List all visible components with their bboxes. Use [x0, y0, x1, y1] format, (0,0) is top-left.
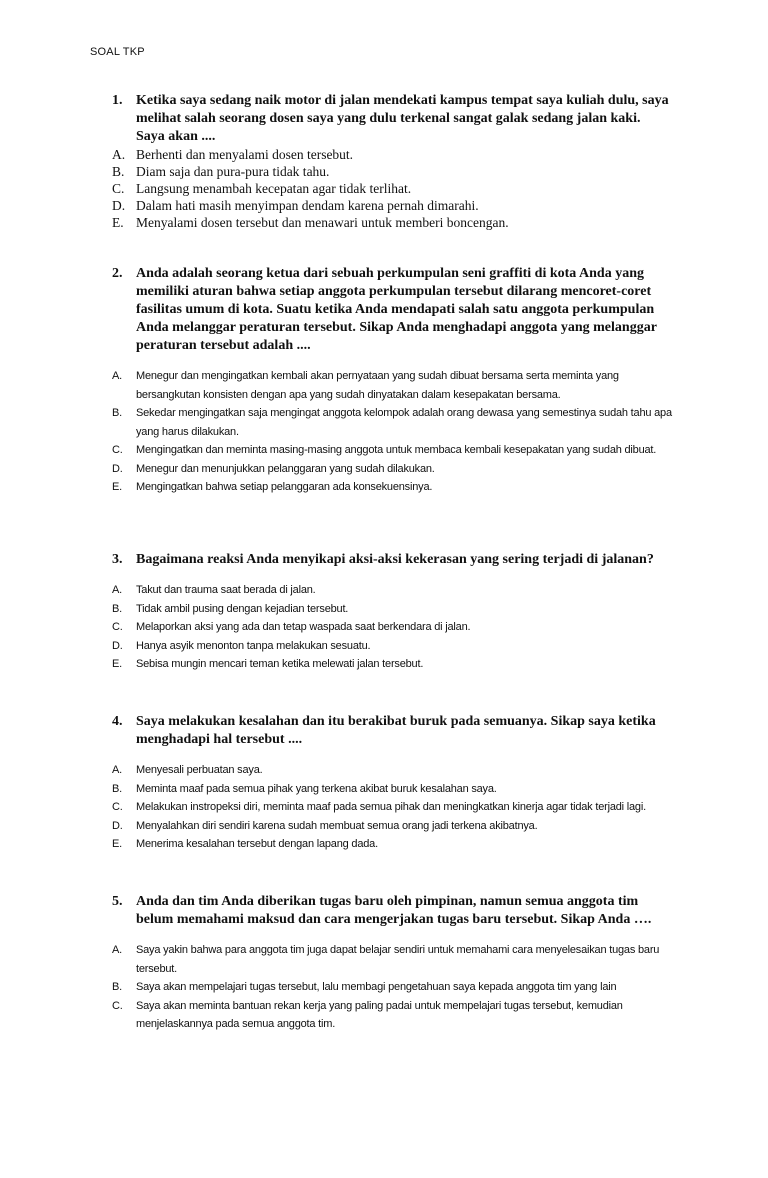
option-item	[112, 941, 672, 978]
option-item	[112, 478, 672, 497]
option-item	[112, 618, 672, 637]
option-text: Menerima kesalahan tersebut dengan lapang dada.	[136, 838, 378, 850]
question-number: 1.	[112, 93, 123, 108]
option-item	[112, 180, 672, 197]
option-text: Saya akan meminta bantuan rekan kerja yang paling padai untuk mempelajari tugas tersebut, kemudian menjelaskannya pada semua anggota tim.	[136, 999, 623, 1030]
option-item	[112, 780, 672, 799]
option-item	[112, 214, 672, 231]
question-text: Saya melakukan kesalahan dan itu berakibat buruk pada semuanya. Sikap saya ketika menghadapi hal tersebut ....	[136, 714, 656, 747]
option-item	[112, 404, 672, 441]
question-number: 2.	[112, 266, 123, 281]
option-text: Saya akan mempelajari tugas tersebut, lalu membagi pengetahuan saya kepada anggota tim yang lain	[136, 981, 617, 993]
option-letter: D.	[112, 819, 123, 832]
option-letter: B.	[112, 981, 122, 993]
option-list	[112, 581, 672, 674]
question-text: Anda dan tim Anda diberikan tugas baru oleh pimpinan, namun semua anggota tim belum memahami maksud dan cara mengerjakan tugas baru tersebut. Sikap Anda ….	[136, 894, 652, 927]
question-5	[112, 893, 672, 1034]
option-letter: C.	[112, 999, 123, 1012]
option-letter: D.	[112, 639, 123, 652]
option-letter: B.	[112, 602, 122, 615]
option-letter: E.	[112, 481, 122, 493]
option-text: Sebisa mungin mencari teman ketika melewati jalan tersebut.	[136, 658, 424, 670]
option-letter: C.	[112, 621, 123, 633]
option-text: Takut dan trauma saat berada di jalan.	[136, 584, 316, 596]
option-item	[112, 197, 672, 214]
option-item	[112, 817, 672, 836]
option-list	[112, 761, 672, 854]
option-item	[112, 835, 672, 854]
question-1	[112, 92, 672, 231]
option-letter: A.	[112, 147, 126, 162]
option-text: Mengingatkan dan meminta masing-masing anggota untuk membaca kembali kesepakatan yang sudah dibuat.	[136, 444, 657, 456]
option-list	[112, 146, 672, 231]
option-letter: A.	[112, 584, 122, 596]
option-item	[112, 637, 672, 656]
option-item	[112, 978, 672, 997]
option-text: Menyalami dosen tersebut dan menawari untuk memberi boncengan.	[136, 215, 509, 230]
question-number: 5.	[112, 894, 123, 909]
page-header-title: SOAL TKP	[90, 46, 145, 58]
option-item	[112, 441, 672, 460]
option-text: Menyalahkan diri sendiri karena sudah membuat semua orang jadi terkena akibatnya.	[136, 819, 538, 832]
option-item	[112, 655, 672, 674]
option-item	[112, 761, 672, 780]
option-list	[112, 941, 672, 1034]
option-item	[112, 146, 672, 163]
question-2	[112, 265, 672, 497]
option-text: Hanya asyik menonton tanpa melakukan sesuatu.	[136, 639, 371, 652]
question-4	[112, 713, 672, 854]
option-letter: A.	[112, 944, 122, 956]
option-letter: E.	[112, 658, 122, 670]
option-letter: E.	[112, 215, 124, 230]
option-letter: C.	[112, 801, 123, 813]
option-letter: E.	[112, 838, 122, 850]
option-text: Menegur dan mengingatkan kembali akan pernyataan yang sudah dibuat bersama serta meminta yang bersangkutan konsisten dengan apa yang sudah dinyatakan dalam kesepakatan bersama.	[136, 370, 619, 401]
option-text: Saya yakin bahwa para anggota tim juga dapat belajar sendiri untuk memahami cara menyelesaikan tugas baru tersebut.	[136, 944, 660, 975]
option-item	[112, 600, 672, 619]
question-3	[112, 551, 672, 674]
option-text: Berhenti dan menyalami dosen tersebut.	[136, 147, 354, 162]
option-letter: A.	[112, 764, 122, 776]
option-text: Langsung menambah kecepatan agar tidak terlihat.	[136, 181, 412, 196]
option-text: Meminta maaf pada semua pihak yang terkena akibat buruk kesalahan saya.	[136, 782, 497, 795]
option-text: Mengingatkan bahwa setiap pelanggaran ada konsekuensinya.	[136, 481, 433, 493]
option-item	[112, 367, 672, 404]
option-letter: C.	[112, 181, 125, 196]
option-text: Melaporkan aksi yang ada dan tetap waspada saat berkendara di jalan.	[136, 621, 471, 633]
option-item	[112, 581, 672, 600]
option-letter: B.	[112, 407, 122, 419]
option-text: Melakukan instropeksi diri, meminta maaf pada semua pihak dan meningkatkan kinerja agar tidak terjadi lagi.	[136, 801, 646, 813]
option-item	[112, 460, 672, 479]
option-text: Sekedar mengingatkan saja mengingat anggota kelompok adalah orang dewasa yang semestinya sudah tahu apa yang harus dilakukan.	[136, 407, 672, 438]
option-text: Menegur dan menunjukkan pelanggaran yang sudah dilakukan.	[136, 462, 435, 475]
option-text: Tidak ambil pusing dengan kejadian tersebut.	[136, 602, 349, 615]
question-text: Bagaimana reaksi Anda menyikapi aksi-aksi kekerasan yang sering terjadi di jalanan?	[136, 552, 654, 567]
question-number: 3.	[112, 552, 123, 567]
option-letter: A.	[112, 370, 122, 382]
option-item	[112, 997, 672, 1034]
option-letter: D.	[112, 198, 126, 213]
option-item	[112, 798, 672, 817]
option-text: Diam saja dan pura-pura tidak tahu.	[136, 164, 330, 179]
option-letter: B.	[112, 164, 125, 179]
option-item	[112, 163, 672, 180]
option-list	[112, 367, 672, 497]
option-letter: B.	[112, 782, 122, 795]
question-text: Anda adalah seorang ketua dari sebuah perkumpulan seni graffiti di kota Anda yang memiliki aturan bahwa setiap anggota perkumpulan tersebut dilarang mencoret-coret fasilitas umum di kota. Suatu ketika Anda mendapati salah satu anggota perkumpulan Anda melanggar peraturan tersebut. Sikap Anda menghadapi anggota yang melanggar peraturan tersebut adalah ....	[136, 266, 657, 353]
question-number: 4.	[112, 714, 123, 729]
question-text: Ketika saya sedang naik motor di jalan mendekati kampus tempat saya kuliah dulu, saya melihat salah seorang dosen saya yang dulu terkenal sangat galak sedang jalan kaki. Saya akan ....	[136, 93, 669, 144]
option-text: Dalam hati masih menyimpan dendam karena pernah dimarahi.	[136, 198, 479, 213]
option-letter: D.	[112, 462, 123, 475]
option-text: Menyesali perbuatan saya.	[136, 764, 263, 776]
option-letter: C.	[112, 444, 123, 456]
